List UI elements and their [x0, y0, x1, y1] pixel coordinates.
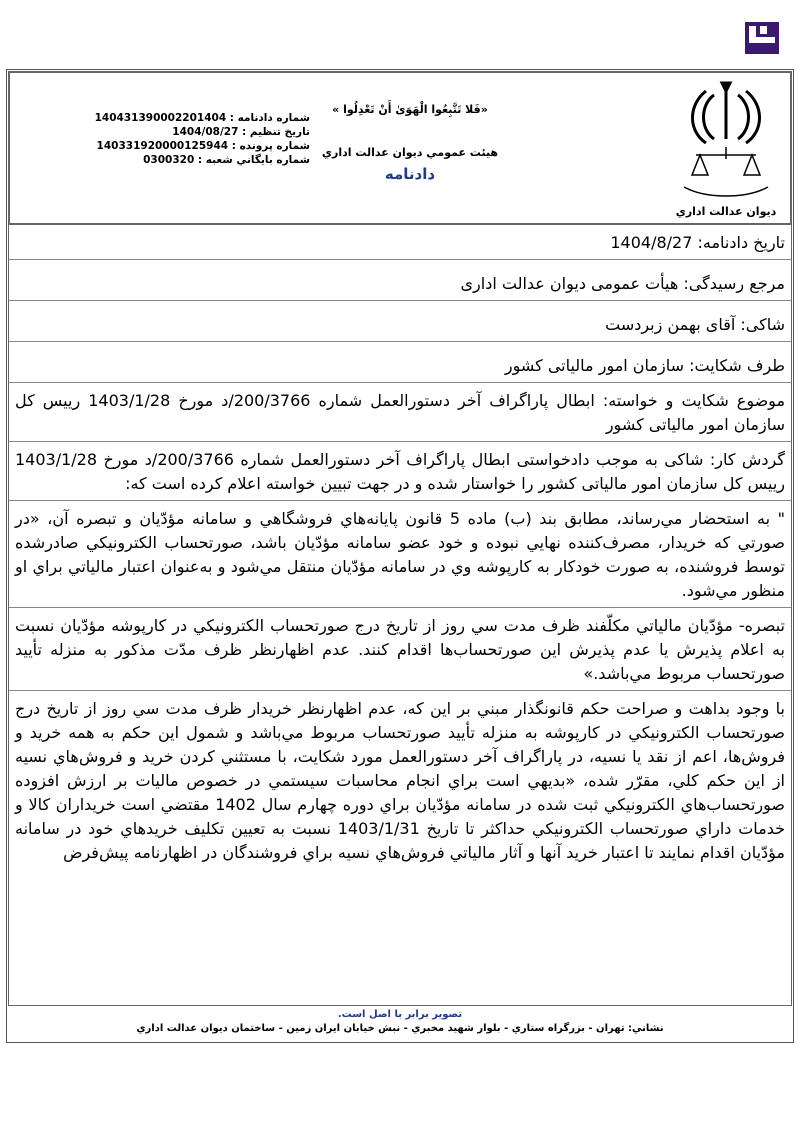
authority: مرجع رسیدگی: هیأت عمومی دیوان عدالت اداری [9, 260, 791, 301]
document-body [8, 225, 792, 1006]
complaint-subject: موضوع شکایت و خواسته: ابطال پاراگراف آخر دستورالعمل شماره 200/3766/د مورخ 1403/1/28 رییس کل سازمان امور مالیاتی کشور [9, 383, 791, 442]
court-corner-logo [745, 22, 779, 54]
certified-copy-note: تصوير برابر با اصل است. [337, 1009, 463, 1020]
case-process: گردش کار: شاکی به موجب دادخواستی ابطال پاراگراف آخر دستورالعمل شماره 200/3766/د مورخ 1403/1/28 رییس کل سازمان امور مالیاتی کشور را خواستار شده و در جهت تبیین خواسته اعلام کرده است که: [9, 442, 791, 501]
quoted-provision: " به استحضار مي‌رساند، مطابق بند (ب) ماده 5 قانون پايانه‌هاي فروشگاهي و سامانه مؤدّيان و تبصره آن، «در صورتي كه خريدار، مصرف‌كننده نهايي نبوده و خود عضو سامانه مؤدّيان باشد، صورتحساب الكترونيكي صادرشده توسط فروشنده، به صورت خودكار به كارپوشه وي در سامانه مؤدّيان منتقل مي‌شود و به‌عنوان اعتبار مالياتي براي او منظور مي‌شود. [9, 501, 791, 608]
plaintiff: شاکی: آقای بهمن زبردست [9, 301, 791, 342]
quoted-note: تبصره- مؤدّيان مالياتي مكلّفند ظرف مدت سي روز از تاريخ درج صورتحساب الكترونيكي در كارپوشه مؤدّيان نسبت به اعلام پذيرش يا عدم پذيرش اين صورتحساب‌ها اقدام كنند. عدم اظهارنظر ظرف مدّت مذكور به منزله تأييد صورتحساب مربوط مي‌باشد.» [9, 608, 791, 691]
case-number: شماره پرونده : 140331920000125944 [96, 140, 310, 152]
defendant: طرف شکایت: سازمان امور مالیاتی کشور [9, 342, 791, 383]
board-name: هيئت عمومي ديوان عدالت اداري [321, 146, 499, 159]
verdict-number: شماره دادنامه : 140431390002201404 [94, 112, 310, 124]
issue-date: تاريخ تنظيم : 1404/08/27 [172, 126, 310, 138]
verdict-date: تاریخ دادنامه: 1404/8/27 [9, 225, 791, 260]
emblem [666, 77, 786, 217]
document-title: دادنامه [384, 165, 436, 183]
document-footer [8, 1007, 792, 1042]
iran-emblem-icon [666, 77, 786, 202]
archive-number: شماره بايگاني شعبه : 0300320 [143, 154, 310, 166]
document-frame [6, 69, 794, 1043]
emblem-caption: ديوان عدالت اداري [675, 205, 777, 218]
court-address: نشاني: تهران - بزرگراه ستاري - بلوار شهيد مخبري - نبش خيابان ايران زمين - ساختمان ديوان عدالت اداري [136, 1023, 664, 1034]
plaintiff-argument: با وجود بداهت و صراحت حكم قانونگذار مبني بر اين كه، عدم اظهارنظر خريدار ظرف مدت سي روز از تاريخ درج صورتحساب الكترونيكي در كارپوشه به منزله تأييد صورتحساب مربوط مي‌باشد و شمول اين حكم به همه خريد و فروش‌ها، اعم از نقد يا نسيه، در پاراگراف آخر دستورالعمل مورد شكايت، با مستثني كردن خريد و فروش‌هاي نسيه از اين حكم كلي، مقرّر شده، «بديهي است براي انجام محاسبات سيستمي در خصوص ماليات بر ارزش افزوده صورتحساب‌هاي الكترونيكي ثبت شده در سامانه مؤدّيان براي دوره چهارم سال 1402 مقتضي است خريداران كالا و خدمات داراي صورتحساب الكترونيكي حداكثر تا تاريخ 1403/1/31 نسبت به تعيين تكليف خريدهاي خود در سامانه مؤدّيان اقدام نمايند تا اعتبار خريد آنها و آثار مالياتي فروش‌هاي نسيه براي فروشندگان در اظهارنامه پيش‌فرض [15, 699, 786, 862]
document-header [8, 71, 792, 225]
quranic-verse: «فَلا تَتَّبِعُوا الْهَوَىٰ أَنْ تَعْدِلُوا » [332, 103, 488, 116]
document-metadata [70, 111, 310, 167]
